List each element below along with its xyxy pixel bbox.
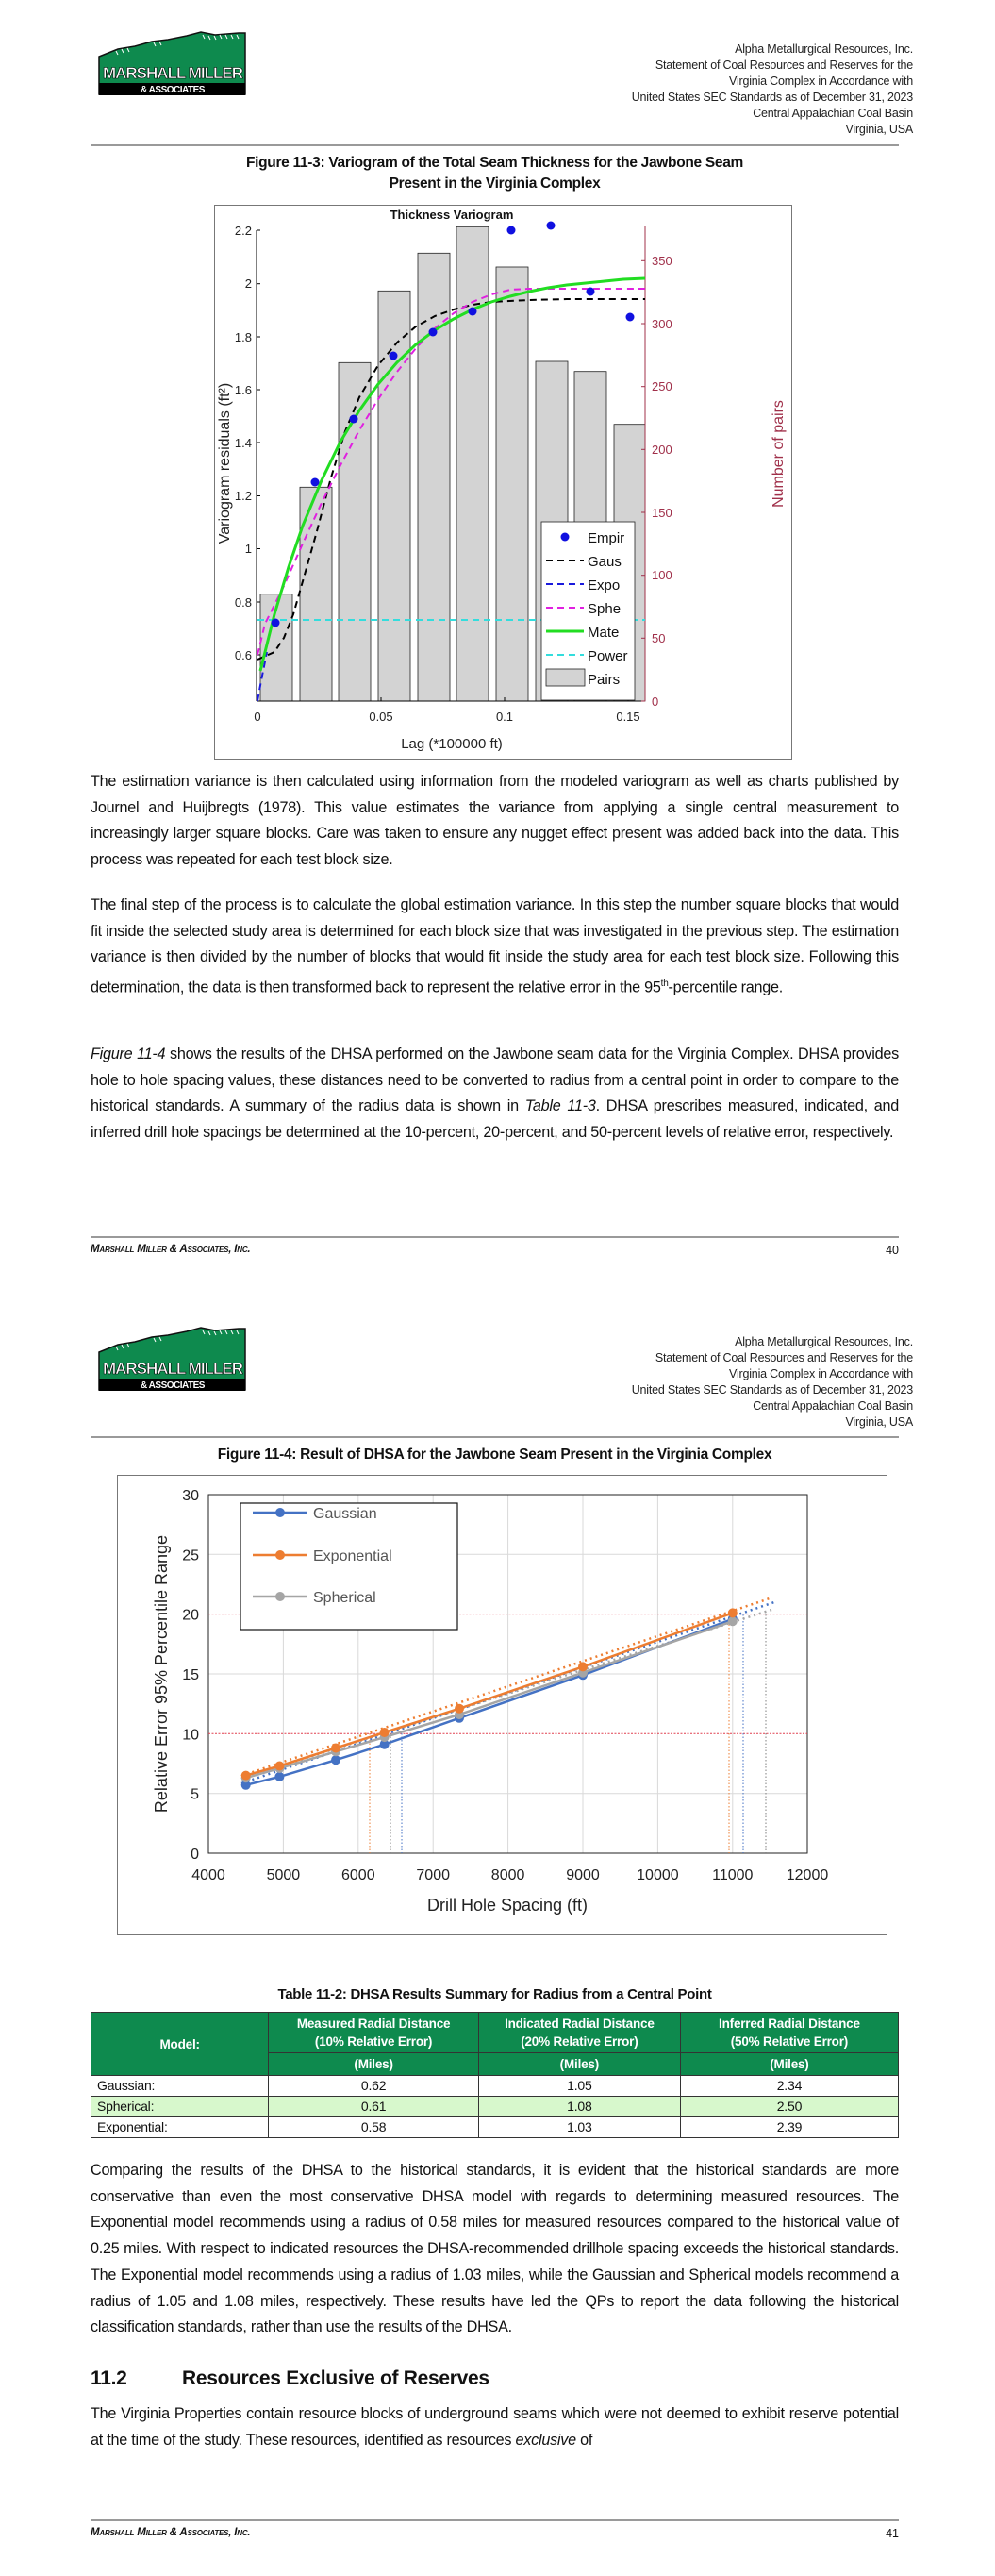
footer-company: Marshall Miller & Associates, Inc. — [91, 2527, 251, 2538]
header-units: (Miles) — [478, 2053, 680, 2076]
svg-text:& ASSOCIATES: & ASSOCIATES — [141, 1380, 205, 1391]
svg-text:6000: 6000 — [341, 1867, 375, 1883]
table-11-2-title: Table 11-2: DHSA Results Summary for Radius from a Central Point — [277, 1986, 712, 2002]
svg-text:10: 10 — [182, 1727, 199, 1744]
header-line: Alpha Metallurgical Resources, Inc. — [735, 42, 913, 56]
svg-text:0: 0 — [652, 694, 659, 709]
svg-text:0.1: 0.1 — [495, 710, 514, 724]
svg-text:0: 0 — [191, 1847, 199, 1863]
page-number: 41 — [886, 2527, 899, 2540]
svg-text:150: 150 — [652, 506, 672, 520]
svg-text:11000: 11000 — [712, 1867, 754, 1883]
svg-text:350: 350 — [652, 254, 672, 268]
svg-text:Gaussian: Gaussian — [313, 1506, 377, 1522]
variogram-chart — [214, 205, 792, 760]
svg-text:15: 15 — [182, 1667, 199, 1683]
svg-text:0.15: 0.15 — [616, 710, 640, 724]
svg-text:20: 20 — [182, 1607, 199, 1624]
svg-text:4000: 4000 — [191, 1867, 225, 1883]
svg-text:MARSHALL MILLER: MARSHALL MILLER — [102, 64, 243, 82]
header-measured: Measured Radial Distance (10% Relative Error) — [269, 2013, 479, 2053]
marshall-miller-logo — [97, 1326, 248, 1397]
svg-text:Exponential: Exponential — [313, 1548, 392, 1564]
header-units: (Miles) — [269, 2053, 479, 2076]
svg-text:300: 300 — [652, 317, 672, 331]
header-document-info — [632, 42, 913, 138]
svg-text:0.05: 0.05 — [369, 710, 393, 724]
y-axis-label: Relative Error 95% Percentile Range — [152, 1534, 171, 1814]
dhsa-legend — [240, 1503, 457, 1630]
gaussian-series-markers — [241, 1614, 738, 1790]
svg-text:200: 200 — [652, 443, 672, 457]
header-line: Central Appalachian Coal Basin — [753, 1399, 913, 1413]
footer-company: Marshall Miller & Associates, Inc. — [91, 1244, 251, 1255]
svg-text:MARSHALL MILLER: MARSHALL MILLER — [102, 1360, 243, 1378]
variogram-legend — [541, 522, 635, 700]
svg-text:8000: 8000 — [490, 1867, 525, 1883]
right-axis-ticks — [641, 254, 672, 709]
header-units: (Miles) — [680, 2053, 898, 2076]
figure-11-4-title: Figure 11-4: Result of DHSA for the Jawbone Seam Present in the Virginia Complex — [217, 1447, 772, 1463]
svg-text:25: 25 — [182, 1547, 199, 1564]
header-divider — [91, 1436, 899, 1438]
footer-divider — [91, 2519, 899, 2521]
svg-text:Expo: Expo — [588, 577, 621, 594]
x-axis-ticks — [191, 1867, 828, 1883]
svg-text:5000: 5000 — [266, 1867, 301, 1883]
svg-text:10000: 10000 — [637, 1867, 679, 1883]
header-line: Statement of Coal Resources and Reserves for the — [655, 59, 913, 72]
variogram-plot — [215, 206, 791, 759]
header-indicated: Indicated Radial Distance (20% Relative Error) — [478, 2013, 680, 2053]
figure-11-3-title: Figure 11-3: Variogram of the Total Seam Thickness for the Jawbone Seam Present in the Virginia Complex — [245, 155, 744, 192]
paragraph-resources-exclusive: The Virginia Properties contain resource blocks of underground seams which were not deemed to exhibit reserve potential at the time of the study. These resources, identified as resources exclusive of — [91, 2405, 899, 2449]
svg-text:1.2: 1.2 — [234, 489, 252, 503]
svg-text:0.8: 0.8 — [234, 595, 252, 610]
dhsa-plot — [118, 1476, 887, 1934]
svg-text:1.4: 1.4 — [234, 436, 252, 450]
table-row: Gaussian: 0.62 1.05 2.34 — [91, 2076, 899, 2097]
svg-text:Pairs: Pairs — [588, 672, 621, 688]
y2-axis-label: Number of pairs — [771, 400, 787, 508]
gaussian-series-line — [246, 1619, 733, 1785]
svg-text:30: 30 — [182, 1488, 199, 1504]
svg-text:12000: 12000 — [786, 1867, 829, 1883]
paragraph-global-estimation: The final step of the process is to calculate the global estimation variance. In this step the number square blocks that would fit inside the selected study area is determined for each block size that was investigated in the previous step. The estimation variance is then divided by the number of blocks that would fit inside the study area for each test block size. Following this determination, the data is then transformed back to represent the relative error in the 95th-percentile range. — [91, 896, 899, 996]
dhsa-chart — [117, 1475, 887, 1935]
header-line: Virginia, USA — [845, 1415, 913, 1429]
svg-text:Empir: Empir — [588, 530, 625, 546]
header-divider — [91, 144, 899, 146]
svg-text:1: 1 — [244, 542, 252, 556]
svg-text:100: 100 — [652, 568, 672, 582]
table-row: Exponential: 0.58 1.03 2.39 — [91, 2117, 899, 2138]
page-number: 40 — [886, 1244, 899, 1257]
x-axis-label: Lag (*100000 ft) — [401, 736, 503, 752]
x-axis-label: Drill Hole Spacing (ft) — [426, 1896, 589, 1915]
figure-reference-link[interactable]: Figure 11-4 — [91, 1045, 166, 1062]
svg-text:250: 250 — [652, 379, 672, 393]
svg-text:& ASSOCIATES: & ASSOCIATES — [141, 85, 205, 95]
header-line: Virginia Complex in Accordance with — [729, 1367, 913, 1380]
header-line: Central Appalachian Coal Basin — [753, 107, 913, 120]
page-41 — [0, 1288, 995, 2576]
svg-text:Mate: Mate — [588, 625, 620, 641]
svg-text:2: 2 — [244, 276, 252, 291]
exponential-series-line — [246, 1613, 733, 1775]
svg-text:0: 0 — [254, 710, 261, 724]
svg-text:1.8: 1.8 — [234, 330, 252, 344]
svg-text:1.6: 1.6 — [234, 383, 252, 397]
y-axis-ticks — [182, 1488, 199, 1863]
section-heading-11-2: 11.2 Resources Exclusive of Reserves — [91, 2367, 489, 2389]
header-line: Virginia Complex in Accordance with — [729, 75, 913, 88]
table-row: Spherical: 0.61 1.08 2.50 — [91, 2097, 899, 2117]
svg-text:Power: Power — [588, 648, 628, 664]
svg-text:50: 50 — [652, 631, 666, 645]
marshall-miller-logo — [97, 30, 248, 101]
paragraph-dhsa-results: Figure 11-4 shows the results of the DHSA performed on the Jawbone seam data for the Virginia Complex. DHSA provides hole to hole spacing values, these distances need to be converted to radius from a central point in order to compare to the historical standards. A summary of the radius data is shown in Table 11-3. DHSA prescribes measured, indicated, and inferred drill hole spacings be determined at the 10-percent, 20-percent, and 50-percent levels of relative error, respectively. — [91, 1045, 900, 1142]
svg-text:Sphe: Sphe — [588, 601, 622, 617]
svg-text:0.6: 0.6 — [234, 648, 252, 662]
svg-text:9000: 9000 — [566, 1867, 600, 1883]
dhsa-results-table — [91, 2012, 899, 2138]
header-model: Model: — [91, 2013, 269, 2076]
header-line: United States SEC Standards as of December 31, 2023 — [631, 1383, 913, 1397]
header-document-info — [632, 1334, 913, 1430]
y-axis-label: Variogram residuals (ft²) — [217, 382, 233, 544]
svg-text:2.2: 2.2 — [234, 224, 252, 238]
header-line: Statement of Coal Resources and Reserves for the — [655, 1351, 913, 1364]
svg-text:Gaus: Gaus — [588, 554, 622, 570]
paragraph-estimation-variance: The estimation variance is then calculated using information from the modeled variogram as well as charts published by Journel and Huijbregts (1978). This value estimates the variance from applying a single central measurement to increasingly larger square blocks. Care was taken to ensure any nugget effect present was added back into the data. This process was repeated for each test block size. — [91, 773, 899, 869]
header-line: Alpha Metallurgical Resources, Inc. — [735, 1335, 913, 1348]
header-inferred: Inferred Radial Distance (50% Relative Error) — [680, 2013, 898, 2053]
svg-text:5: 5 — [191, 1786, 199, 1803]
threshold-drop-lines — [370, 1614, 766, 1853]
header-line: United States SEC Standards as of December 31, 2023 — [631, 91, 913, 104]
svg-text:7000: 7000 — [416, 1867, 450, 1883]
svg-text:Spherical: Spherical — [313, 1590, 376, 1606]
paragraph-comparison: Comparing the results of the DHSA to the historical standards, it is evident that the historical standards are more conservative than even the most conservative DHSA model with regards to determining measured resources. The Exponential model recommends using a radius of 0.58 miles for measured resources compared to the historical value of 0.25 miles. With respect to indicated resources the DHSA-recommended drillhole spacing exceeds the historical standards. The Exponential model recommends using a radius of 1.03 miles, while the Gaussian and Spherical models recommend a radius of 1.05 and 1.08 miles, respectively. These results have led the QPs to report the data following the historical classification standards, rather than use the results of the DHSA. — [91, 2162, 899, 2336]
footer-divider — [91, 1236, 899, 1238]
variogram-chart-title: Thickness Variogram — [390, 208, 514, 222]
header-line: Virginia, USA — [845, 123, 913, 136]
table-reference-link[interactable]: Table 11-3 — [524, 1097, 596, 1115]
